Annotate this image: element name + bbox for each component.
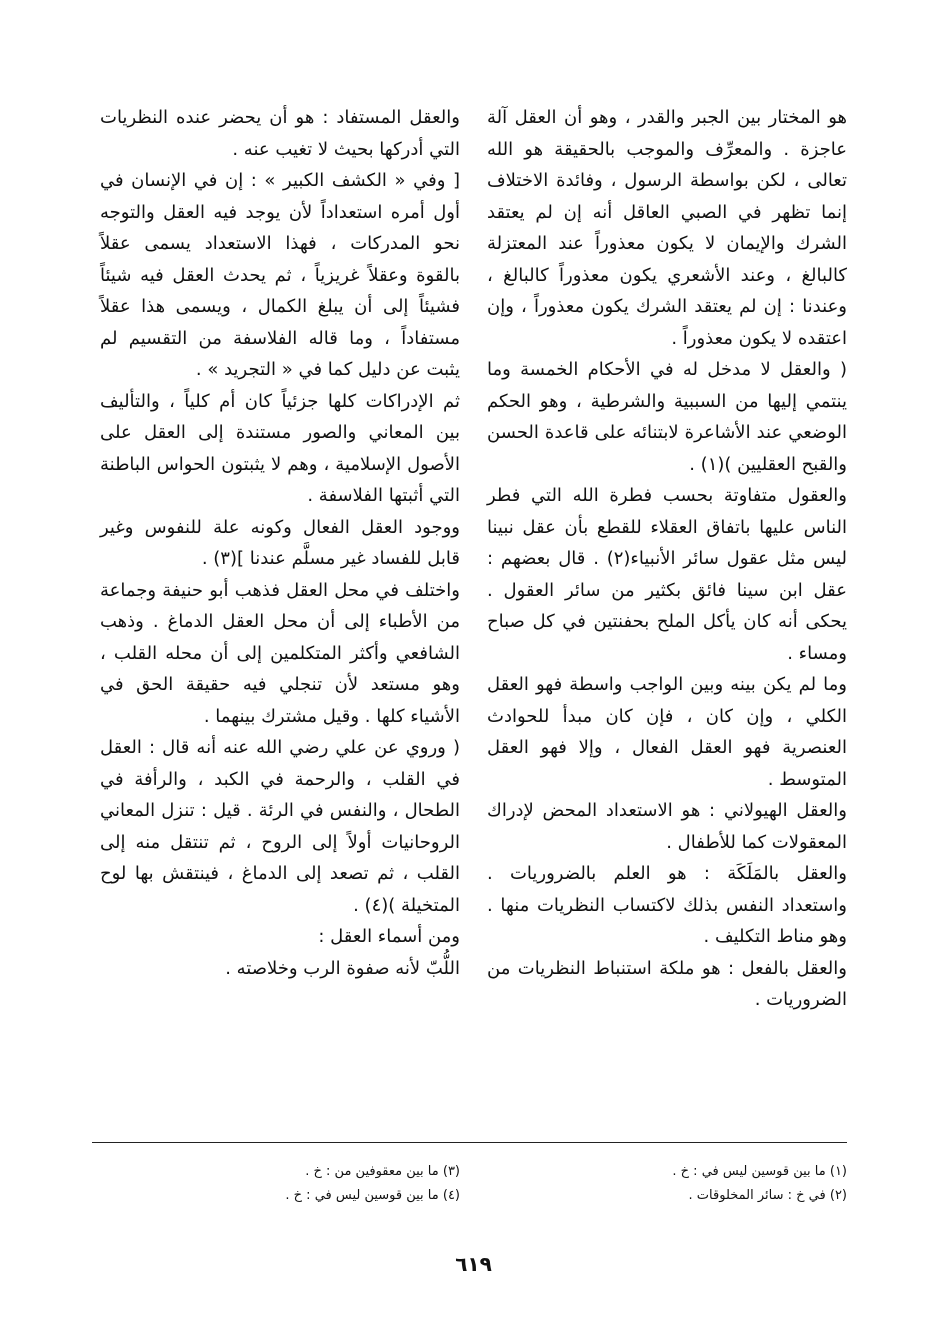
page-number: ٦١٩ bbox=[455, 1252, 492, 1276]
paragraph: [ وفي « الكشف الكبير » : إن في الإنسان في أول أمره استعداداً لأن يوجد فيه العقل والتوجه نحو المدركات ، فهذا الاستعداد يسمى عقلاً بالقوة وعقلاً غريزياً ، ثم يحدث العقل فيه شيئاً فشيئاً إلى أن يبلغ الكمال ، ويسمى هذا عقلاً مستفاداً ، وما قاله الفلاسفة من التقسيم لم يثبت عن دليل كما في « التجريد » . bbox=[100, 170, 460, 380]
paragraph: والعقول متفاوتة بحسب فطرة الله التي فطر الناس عليها باتفاق العقلاء للقطع بأن عقل نبينا ليس مثل عقول سائر الأنبياء(٢) . قال بعضهم : عقل ابن سينا فائق بكثير من سائر العقول . يحكى أنه كان يأكل الملح بحفنتين في كل صباح ومساء . bbox=[487, 485, 847, 664]
paragraph: ( وروي عن علي رضي الله عنه أنه قال : العقل في القلب ، والرحمة في الكبد ، والرأفة في الطحال ، والنفس في الرئة . قيل : تنزل المعاني الروحانيات أولاً إلى الروح ، ثم تنتقل منه إلى القلب ، ثم تصعد إلى الدماغ ، فينتقش بها لوح المتخيلة )(٤) . bbox=[100, 737, 460, 916]
paragraph: والعقل بالفعل : هو ملكة استنباط النظريات من الضروريات . bbox=[487, 957, 847, 1010]
paragraph: ومن أسماء العقل : bbox=[318, 926, 460, 947]
footnotes-left bbox=[100, 1160, 460, 1208]
paragraph: ثم الإدراكات كلها جزئياً كان أم كلياً ، والتأليف بين المعاني والصور مستندة إلى العقل على الأصول الإسلامية ، وهم لا يثبتون الحواس الباطنة التي أثبتها الفلاسفة . bbox=[100, 390, 460, 506]
footnote-divider bbox=[92, 1142, 847, 1143]
paragraph: ووجود العقل الفعال وكونه علة للنفوس وغير قابل للفساد غير مسلَّم عندنا ](٣) . bbox=[100, 516, 460, 569]
paragraph: هو المختار بين الجبر والقدر ، وهو أن العقل آلة عاجزة . والمعرِّف والموجب بالحقيقة هو الله تعالى ، لكن بواسطة الرسول ، وفائدة الاختلاف إنما تظهر في الصبي العاقل أنه إن لم يعتقد الشرك والإيمان لا يكون معذوراً عند المعتزلة كالبالغ ، وعند الأشعري يكون معذوراً كالبالغ ، وعندنا : إن لم يعتقد الشرك يكون معذوراً ، وإن اعتقده لا يكون معذوراً . bbox=[487, 107, 847, 349]
paragraph: والعقل الهيولاني : هو الاستعداد المحض لإدراك المعقولات كما للأطفال . bbox=[487, 800, 847, 853]
paragraph: والعقل بالمَلَكَة : هو العلم بالضروريات . واستعداد النفس بذلك لاكتساب النظريات منها . وهو مناط التكليف . bbox=[487, 863, 847, 947]
footnotes-right bbox=[487, 1160, 847, 1208]
paragraph: ( والعقل لا مدخل له في الأحكام الخمسة وما ينتمي إليها من السببية والشرطية ، وهو الحكم الوضعي عند الأشاعرة لابتنائه على قاعدة الحسن والقبح العقليين )(١) . bbox=[487, 359, 847, 475]
footnote: (٢) في خ : سائر المخلوقات . bbox=[688, 1188, 847, 1203]
text-column-left bbox=[100, 102, 460, 984]
paragraph: واختلف في محل العقل فذهب أبو حنيفة وجماعة من الأطباء إلى أن محل العقل الدماغ . وذهب الشافعي وأكثر المتكلمين إلى أن محله القلب ، وهو مستعد لأن تنجلي فيه حقيقة الحق في الأشياء كلها . وقيل مشترك بينهما . bbox=[100, 579, 460, 727]
footnote: (١) ما بين قوسين ليس في : خ . bbox=[672, 1164, 847, 1179]
text-column-right bbox=[487, 102, 847, 1016]
footnote: (٣) ما بين معقوفين من : خ . bbox=[305, 1164, 460, 1179]
paragraph: والعقل المستفاد : هو أن يحضر عنده النظريات التي أدركها بحيث لا تغيب عنه . bbox=[100, 107, 460, 160]
footnote: (٤) ما بين قوسين ليس في : خ . bbox=[285, 1188, 460, 1203]
paragraph: وما لم يكن بينه وبين الواجب واسطة فهو العقل الكلي ، وإن كان ، فإن كان مبدأ للحوادث العنصرية فهو العقل الفعال ، وإلا فهو العقل المتوسط . bbox=[487, 674, 847, 790]
paragraph: اللُّبّ لأنه صفوة الرب وخلاصته . bbox=[225, 957, 460, 979]
